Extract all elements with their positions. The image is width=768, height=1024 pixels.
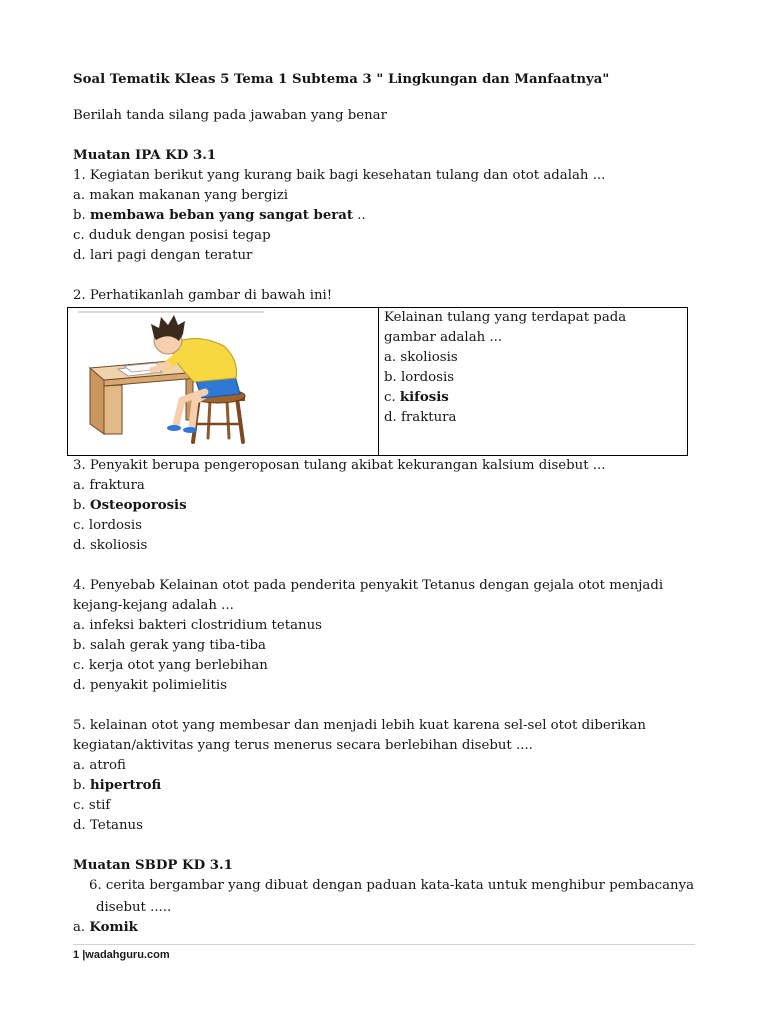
question-5 (73, 716, 713, 836)
stool-leg (227, 401, 229, 438)
answer-option-b (73, 206, 713, 226)
option-text: lordosis (88, 518, 142, 533)
question-2-text-cell (379, 308, 626, 455)
option-label: c. (73, 228, 85, 243)
option-label: a. (73, 758, 86, 773)
option-label: a. (73, 478, 86, 493)
answer-option-c (73, 656, 713, 676)
option-label: c. (73, 798, 85, 813)
option-label: c. (384, 390, 396, 405)
question-stem-continued: kegiatan/aktivitas yang terus menerus secara berlebihan disebut .... (73, 738, 533, 753)
page-number: 1 (73, 949, 80, 961)
answer-option-a (73, 186, 713, 206)
option-label: a. (384, 350, 397, 365)
answer-option-a (73, 756, 713, 776)
question-1 (73, 166, 713, 266)
option-text: infeksi bakteri clostridium tetanus (89, 618, 322, 633)
answer-option-a (73, 616, 713, 636)
option-label: a. (73, 618, 86, 633)
question-prompt: Kelainan tulang yang terdapat pada (384, 310, 627, 325)
question-4 (73, 576, 713, 696)
answer-option-b (73, 496, 713, 516)
option-label: c. (73, 518, 85, 533)
answer-option-c (73, 516, 713, 536)
footer-divider (73, 944, 695, 945)
answer-option-c (73, 226, 713, 246)
question-stem: 3. Penyakit berupa pengeroposan tulang akibat kekurangan kalsium disebut ... (73, 458, 606, 473)
option-label: d. (73, 538, 86, 553)
page-footer (73, 948, 170, 962)
question-3 (73, 456, 713, 556)
answer-option-c (73, 796, 713, 816)
option-text: atrofi (89, 758, 126, 773)
option-text-bold: hipertrofi (89, 778, 162, 793)
boy-hunched-at-desk-illustration (78, 310, 268, 450)
option-text-bold: Osteoporosis (89, 498, 187, 513)
document-body (73, 70, 713, 938)
sandal (167, 425, 181, 431)
question-stem: 2. Perhatikanlah gambar di bawah ini! (73, 288, 333, 303)
option-label: b. (73, 638, 86, 653)
answer-option-d (384, 408, 626, 428)
section-heading-sbdp: Muatan SBDP KD 3.1 (73, 858, 233, 873)
question-6 (73, 876, 713, 938)
option-text: skoliosis (89, 538, 148, 553)
answer-option-b (384, 368, 626, 388)
option-label: d. (73, 248, 86, 263)
option-text: lari pagi dengan teratur (89, 248, 253, 263)
option-text: duduk dengan posisi tegap (88, 228, 271, 243)
option-text: salah gerak yang tiba-tiba (89, 638, 266, 653)
answer-option-d (73, 536, 713, 556)
document-title: Soal Tematik Kleas 5 Tema 1 Subtema 3 " Lingkungan dan Manfaatnya" (73, 72, 610, 87)
desk-front-panel (104, 385, 122, 434)
option-label: c. (73, 658, 85, 673)
option-text: fraktura (400, 410, 457, 425)
option-label: a. (73, 188, 86, 203)
footer-site: |wadahguru.com (82, 949, 170, 961)
question-2-image-cell (68, 308, 379, 455)
option-text: fraktura (89, 478, 145, 493)
option-text: skoliosis (400, 350, 458, 365)
option-text: lordosis (400, 370, 455, 385)
question-stem-continued: kejang-kejang adalah ... (73, 598, 234, 613)
option-label: d. (73, 818, 86, 833)
answer-option-a (73, 918, 713, 938)
option-label: d. (384, 410, 397, 425)
stool-leg (208, 401, 210, 438)
answer-option-b (73, 776, 713, 796)
option-label: d. (73, 678, 86, 693)
answer-option-b (73, 636, 713, 656)
option-text: stif (88, 798, 111, 813)
answer-option-d (73, 246, 713, 266)
option-trail: .. (353, 208, 366, 223)
option-text-bold: Komik (89, 920, 138, 935)
stool-leg (237, 398, 243, 442)
question-2-table (67, 307, 688, 456)
answer-option-d (73, 816, 713, 836)
question-prompt: gambar adalah ... (384, 330, 503, 345)
option-text-bold: kifosis (399, 390, 449, 405)
option-text: Tetanus (89, 818, 143, 833)
option-label: b. (73, 498, 86, 513)
option-label: a. (73, 920, 86, 935)
option-label: b. (384, 370, 397, 385)
question-2 (73, 286, 713, 456)
option-text: makan makanan yang bergizi (89, 188, 289, 203)
option-label: b. (73, 208, 86, 223)
answer-option-a (73, 476, 713, 496)
question-stem: 1. Kegiatan berikut yang kurang baik bagi kesehatan tulang dan otot adalah ... (73, 168, 606, 183)
option-label: b. (73, 778, 86, 793)
section-heading-ipa: Muatan IPA KD 3.1 (73, 148, 217, 163)
question-stem: 4. Penyebab Kelainan otot pada penderita penyakit Tetanus dengan gejala otot menjadi (73, 578, 664, 593)
answer-option-c (384, 388, 626, 408)
instruction-text: Berilah tanda silang pada jawaban yang benar (73, 108, 387, 123)
question-stem: 6. cerita bergambar yang dibuat dengan paduan kata-kata untuk menghibur pembacanya (89, 878, 695, 893)
answer-option-d (73, 676, 713, 696)
question-stem-continued: disebut ..... (96, 900, 172, 915)
question-stem: 5. kelainan otot yang membesar dan menjadi lebih kuat karena sel-sel otot diberikan (73, 718, 646, 733)
sandal (183, 427, 197, 433)
option-text: penyakit polimielitis (89, 678, 227, 693)
option-text-bold: membawa beban yang sangat berat (89, 208, 354, 223)
option-text: kerja otot yang berlebihan (88, 658, 268, 673)
answer-option-a (384, 348, 626, 368)
